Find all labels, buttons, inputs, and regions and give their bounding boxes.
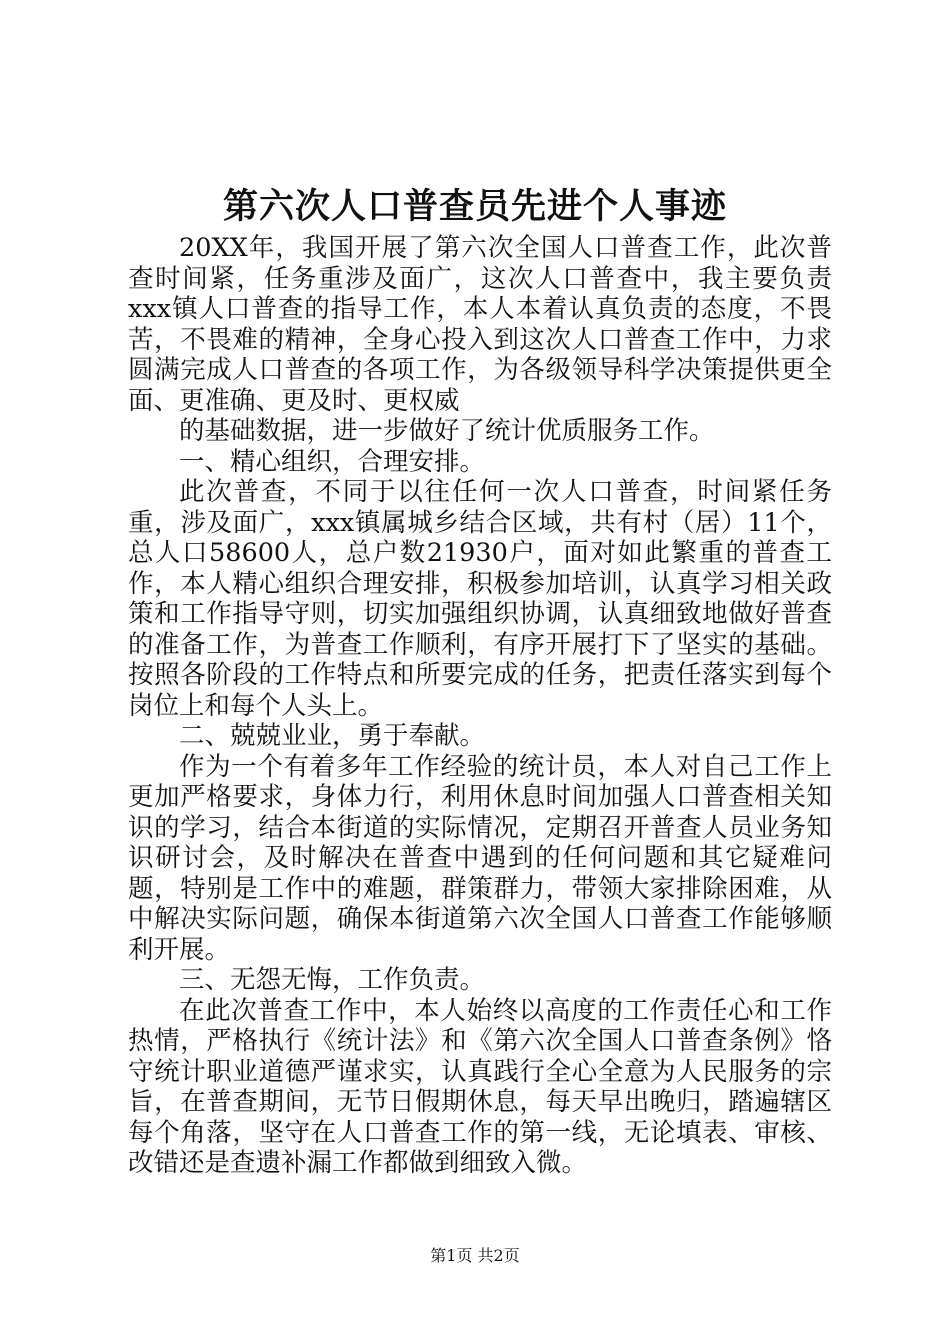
section-heading-1: 一、精心组织，合理安排。	[179, 446, 486, 477]
page-footer: 第1页 共2页	[430, 1246, 520, 1265]
document-title: 第六次人口普查员先进个人事迹	[222, 186, 727, 227]
paragraph-section-2: 作为一个有着多年工作经验的统计员，本人对自己工作上更加严格要求，身体力行，利用休息时间加强人口普查相关知识的学习，结合本街道的实际情况，定期召开普查人员业务知识研讨会，及时解决在普查中遇到的任何问题和其它疑难问题，特别是工作中的难题，群策群力，带领大家排除困难，从中解决实际问题，确保本街道第六次全国人口普查工作能够顺利开展。	[128, 751, 832, 965]
section-heading-3: 三、无怨无悔，工作负责。	[179, 965, 486, 995]
section-heading-2: 二、兢兢业业，勇于奉献。	[179, 721, 486, 751]
paragraph-section-3: 在此次普查工作中，本人始终以高度的工作责任心和工作热情，严格执行《统计法》和《第六次全国人口普查条例》恪守统计职业道德严谨求实，认真践行全心全意为人民服务的宗旨，在普查期间，无节日假期休息，每天早出晚归，踏遍辖区每个角落，坚守在人口普查工作的第一线，无论填表、审核、改错还是查遗补漏工作都做到细致入微。	[128, 995, 832, 1178]
paragraph-intro: 20XX年，我国开展了第六次全国人口普查工作，此次普查时间紧，任务重涉及面广，这次人口普查中，我主要负责xxx镇人口普查的指导工作，本人本着认真负责的态度，不畏苦，不畏难的精神，全身心投入到这次人口普查工作中，力求圆满完成人口普查的各项工作，为各级领导科学决策提供更全面、更准确、更及时、更权威	[128, 233, 832, 416]
paragraph-intro-continued: 的基础数据，进一步做好了统计优质服务工作。	[179, 416, 715, 446]
paragraph-section-1: 此次普查，不同于以往任何一次人口普查，时间紧任务重，涉及面广，xxx镇属城乡结合区域，共有村（居）11个，总人口58600人，总户数21930户，面对如此繁重的普查工作，本人精心组织合理安排，积极参加培训，认真学习相关政策和工作指导守则，切实加强组织协调，认真细致地做好普查的准备工作，为普查工作顺利，有序开展打下了坚实的基础。按照各阶段的工作特点和所要完成的任务，把责任落实到每个岗位上和每个人头上。	[128, 477, 832, 721]
document-body	[128, 233, 832, 1179]
